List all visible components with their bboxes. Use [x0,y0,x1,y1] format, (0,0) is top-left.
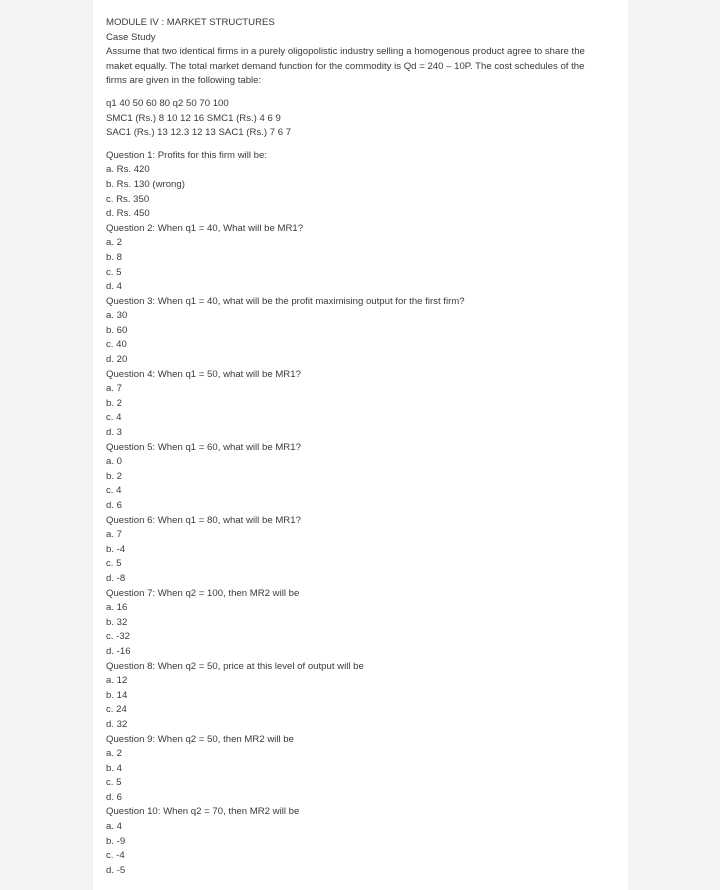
answer-option: a. Rs. 420 [106,164,150,176]
question-text: Question 5: When q1 = 60, what will be MR1? [106,441,301,453]
answer-option: d. 20 [106,354,128,366]
answer-option: b. Rs. 130 (wrong) [106,178,185,190]
answer-option: d. -5 [106,864,126,876]
question-block [106,805,606,878]
question-block [106,222,606,295]
answer-option: a. 2 [106,237,123,249]
question-block [106,441,606,514]
intro-paragraph: Assume that two identical firms in a purely oligopolistic industry selling a homogenous product agree to share the maket equally. The total market demand function for the commodity is Qd = 240 – 10P. The cost schedules of the firms are given in the following table: [106,46,585,87]
answer-option: d. 3 [106,427,123,439]
question-text: Question 1: Profits for this firm will be: [106,149,268,161]
answer-option: c. -4 [106,850,125,862]
question-block [106,295,606,368]
question-text: Question 2: When q1 = 40, What will be MR1? [106,222,304,234]
answer-option: b. 8 [106,251,123,263]
answer-option: c. 4 [106,485,122,497]
answer-option: b. 32 [106,616,128,628]
answer-option: a. 4 [106,821,123,833]
answer-option: d. -8 [106,572,126,584]
question-text: Question 3: When q1 = 40, what will be the profit maximising output for the first firm? [106,295,465,307]
question-text: Question 8: When q2 = 50, price at this level of output will be [106,660,364,672]
question-block [106,587,606,660]
answer-option: d. -16 [106,645,131,657]
answer-option: b. -9 [106,835,126,847]
question-text: Question 10: When q2 = 70, then MR2 will be [106,806,300,818]
cost-schedule-line: SAC1 (Rs.) 13 12.3 12 13 SAC1 (Rs.) 7 6 7 [106,127,292,139]
answer-option: b. 60 [106,324,128,336]
answer-option: d. 4 [106,281,123,293]
answer-option: b. 2 [106,397,123,409]
answer-option: c. Rs. 350 [106,193,150,205]
answer-option: c. 5 [106,266,122,278]
answer-option: c. 24 [106,704,127,716]
case-study-heading: Case Study [106,31,156,43]
question-block [106,733,606,806]
question-block [106,149,606,222]
answer-option: a. 16 [106,602,128,614]
answer-option: a. 2 [106,748,123,760]
answer-option: d. Rs. 450 [106,208,150,220]
answer-option: d. 6 [106,500,123,511]
module-title: MODULE IV : MARKET STRUCTURES [106,17,275,28]
question-text: Question 9: When q2 = 50, then MR2 will be [106,733,294,745]
answer-option: a. 7 [106,529,123,541]
answer-option: d. 32 [106,718,128,730]
question-block [106,660,606,733]
answer-option: b. 14 [106,689,128,701]
question-text: Question 7: When q2 = 100, then MR2 will be [106,587,300,599]
answer-option: a. 7 [106,383,123,395]
question-block [106,514,606,587]
cost-schedule [106,97,606,141]
question-list [106,149,606,879]
answer-option: c. -32 [106,631,130,643]
question-block [106,368,606,441]
answer-option: d. 6 [106,791,123,803]
cost-schedule-line: SMC1 (Rs.) 8 10 12 16 SMC1 (Rs.) 4 6 9 [106,112,281,124]
answer-option: b. -4 [106,543,126,555]
answer-option: c. 4 [106,412,122,424]
cost-schedule-line: q1 40 50 60 80 q2 50 70 100 [106,97,229,109]
answer-option: c. 40 [106,339,127,351]
answer-option: c. 5 [106,558,122,570]
document-page [93,0,628,890]
answer-option: c. 5 [106,777,122,789]
answer-option: a. 30 [106,310,128,322]
answer-option: b. 4 [106,762,123,774]
question-text: Question 6: When q1 = 80, what will be MR1? [106,514,301,526]
answer-option: b. 2 [106,470,123,482]
question-text: Question 4: When q1 = 50, what will be MR1? [106,368,301,380]
document-content [106,16,606,878]
answer-option: a. 12 [106,675,128,687]
answer-option: a. 0 [106,456,123,468]
